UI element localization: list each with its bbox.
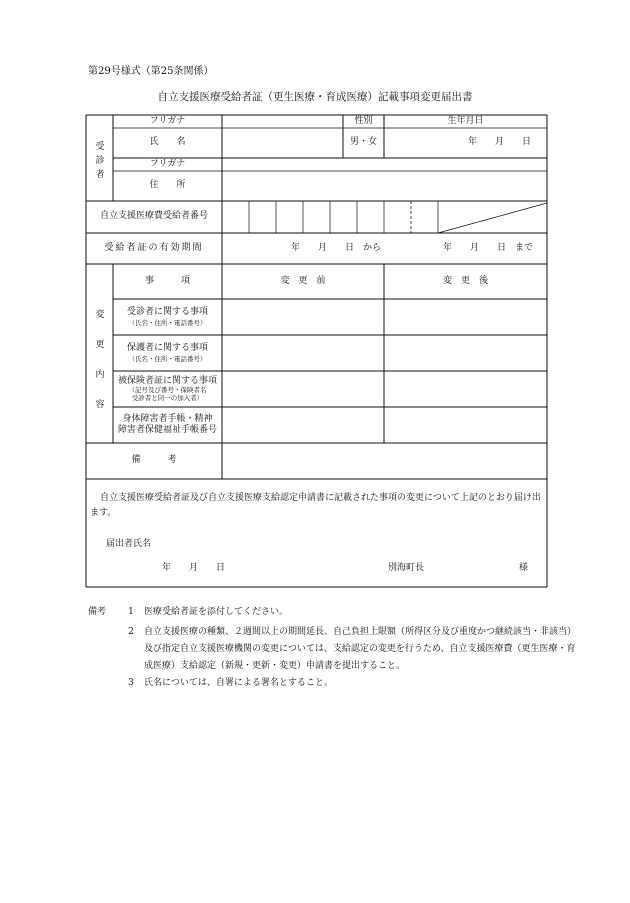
gender-label: 性別	[354, 115, 373, 126]
change-row-main: 受診者に関する事項	[126, 307, 208, 318]
change-row-sub: （氏名・住所・電話番号）	[128, 354, 207, 363]
notes-heading: 備考	[88, 607, 107, 617]
after-field[interactable]	[384, 335, 547, 371]
furigana2-label: フリガナ	[149, 158, 186, 169]
furigana-label: フリガナ	[149, 115, 186, 126]
change-row-sub: （記号及び番号・保険者名 受診者と同一の加入者）	[128, 386, 207, 402]
before-field[interactable]	[222, 407, 384, 443]
address-field[interactable]	[222, 171, 547, 201]
note-number: 3	[128, 678, 134, 688]
birthdate-label: 生年月日	[447, 115, 484, 126]
after-field[interactable]	[384, 299, 547, 335]
change-row-main: 被保険者証に関する事項	[117, 375, 217, 386]
after-field[interactable]	[384, 371, 547, 407]
after-field[interactable]	[384, 407, 547, 443]
note-number: 1	[128, 607, 134, 617]
before-field[interactable]	[222, 335, 384, 371]
name-field[interactable]	[222, 128, 343, 158]
honorific: 様	[519, 563, 529, 573]
note-text: 医療受給者証を添付してください。	[144, 607, 289, 617]
mayor-label: 別海町長	[388, 563, 425, 573]
change-row-patient	[113, 299, 222, 335]
declaration-text: 自立支援医療受給者証及び自立支援医療支給認定申請書に記載された事項の変更について上記のとおり届け出ます。	[90, 493, 541, 518]
notes-section	[88, 604, 584, 692]
list-item	[88, 624, 584, 675]
change-row-guardian	[113, 335, 222, 371]
change-header-item: 事 項	[144, 275, 190, 286]
change-row-main: 保護者に関する事項	[126, 343, 208, 354]
date-line[interactable]: 年 月 日	[162, 563, 226, 573]
name-label: 氏 名	[149, 137, 186, 148]
change-section-label: 変 更 内 容	[95, 310, 105, 410]
applicant-label: 届出者氏名	[106, 539, 152, 549]
change-header-after: 変 更 後	[442, 275, 488, 286]
change-header-before: 変 更 前	[280, 275, 326, 286]
validity-label: 受給者証の有効期間	[104, 242, 204, 253]
note-text: 自立支援医療の種類、２週間以上の期間延長、自己負担上限額（所得区分及び重度かつ継続該当・非該当）及び指定自立支援医療機関の変更については、支給認定の変更を行うため、自立支援医療費（更生医療・育成医療）支給認定（新規・更新・変更）申請書を提出すること。	[144, 627, 577, 671]
document-title: 自立支援医療受給者証（更生医療・育成医療）記載事項変更届出書	[157, 91, 473, 103]
form-number-label: 第29号様式（第25条関係）	[88, 66, 214, 77]
recipient-number-field[interactable]	[222, 201, 438, 233]
furigana-field[interactable]	[222, 115, 343, 128]
birthdate-value[interactable]: 年 月 日	[467, 137, 531, 148]
validity-from[interactable]: 年 月 日 から	[290, 242, 381, 253]
change-row-main: 身体障害者手帳・精神 障害者保健福祉手帳番号	[117, 413, 217, 435]
recipient-number-label: 自立支援医療費受給者番号	[99, 211, 208, 222]
before-field[interactable]	[222, 299, 384, 335]
list-item	[88, 675, 584, 692]
list-item	[88, 604, 584, 621]
patient-section-label: 受 診 者	[95, 142, 105, 180]
remarks-label: 備 考	[131, 455, 177, 466]
remarks-field[interactable]	[222, 443, 547, 479]
validity-to[interactable]: 年 月 日 まで	[442, 242, 533, 253]
before-field[interactable]	[222, 371, 384, 407]
change-row-handbook	[113, 407, 222, 443]
change-row-insurance	[113, 371, 222, 407]
gender-value[interactable]: 男・女	[349, 137, 377, 148]
note-number: 2	[128, 627, 134, 637]
address-label: 住 所	[149, 180, 186, 191]
note-text: 氏名については、自署による署名とすること。	[144, 678, 333, 688]
change-row-sub: （氏名・住所・電話番号）	[128, 318, 207, 327]
